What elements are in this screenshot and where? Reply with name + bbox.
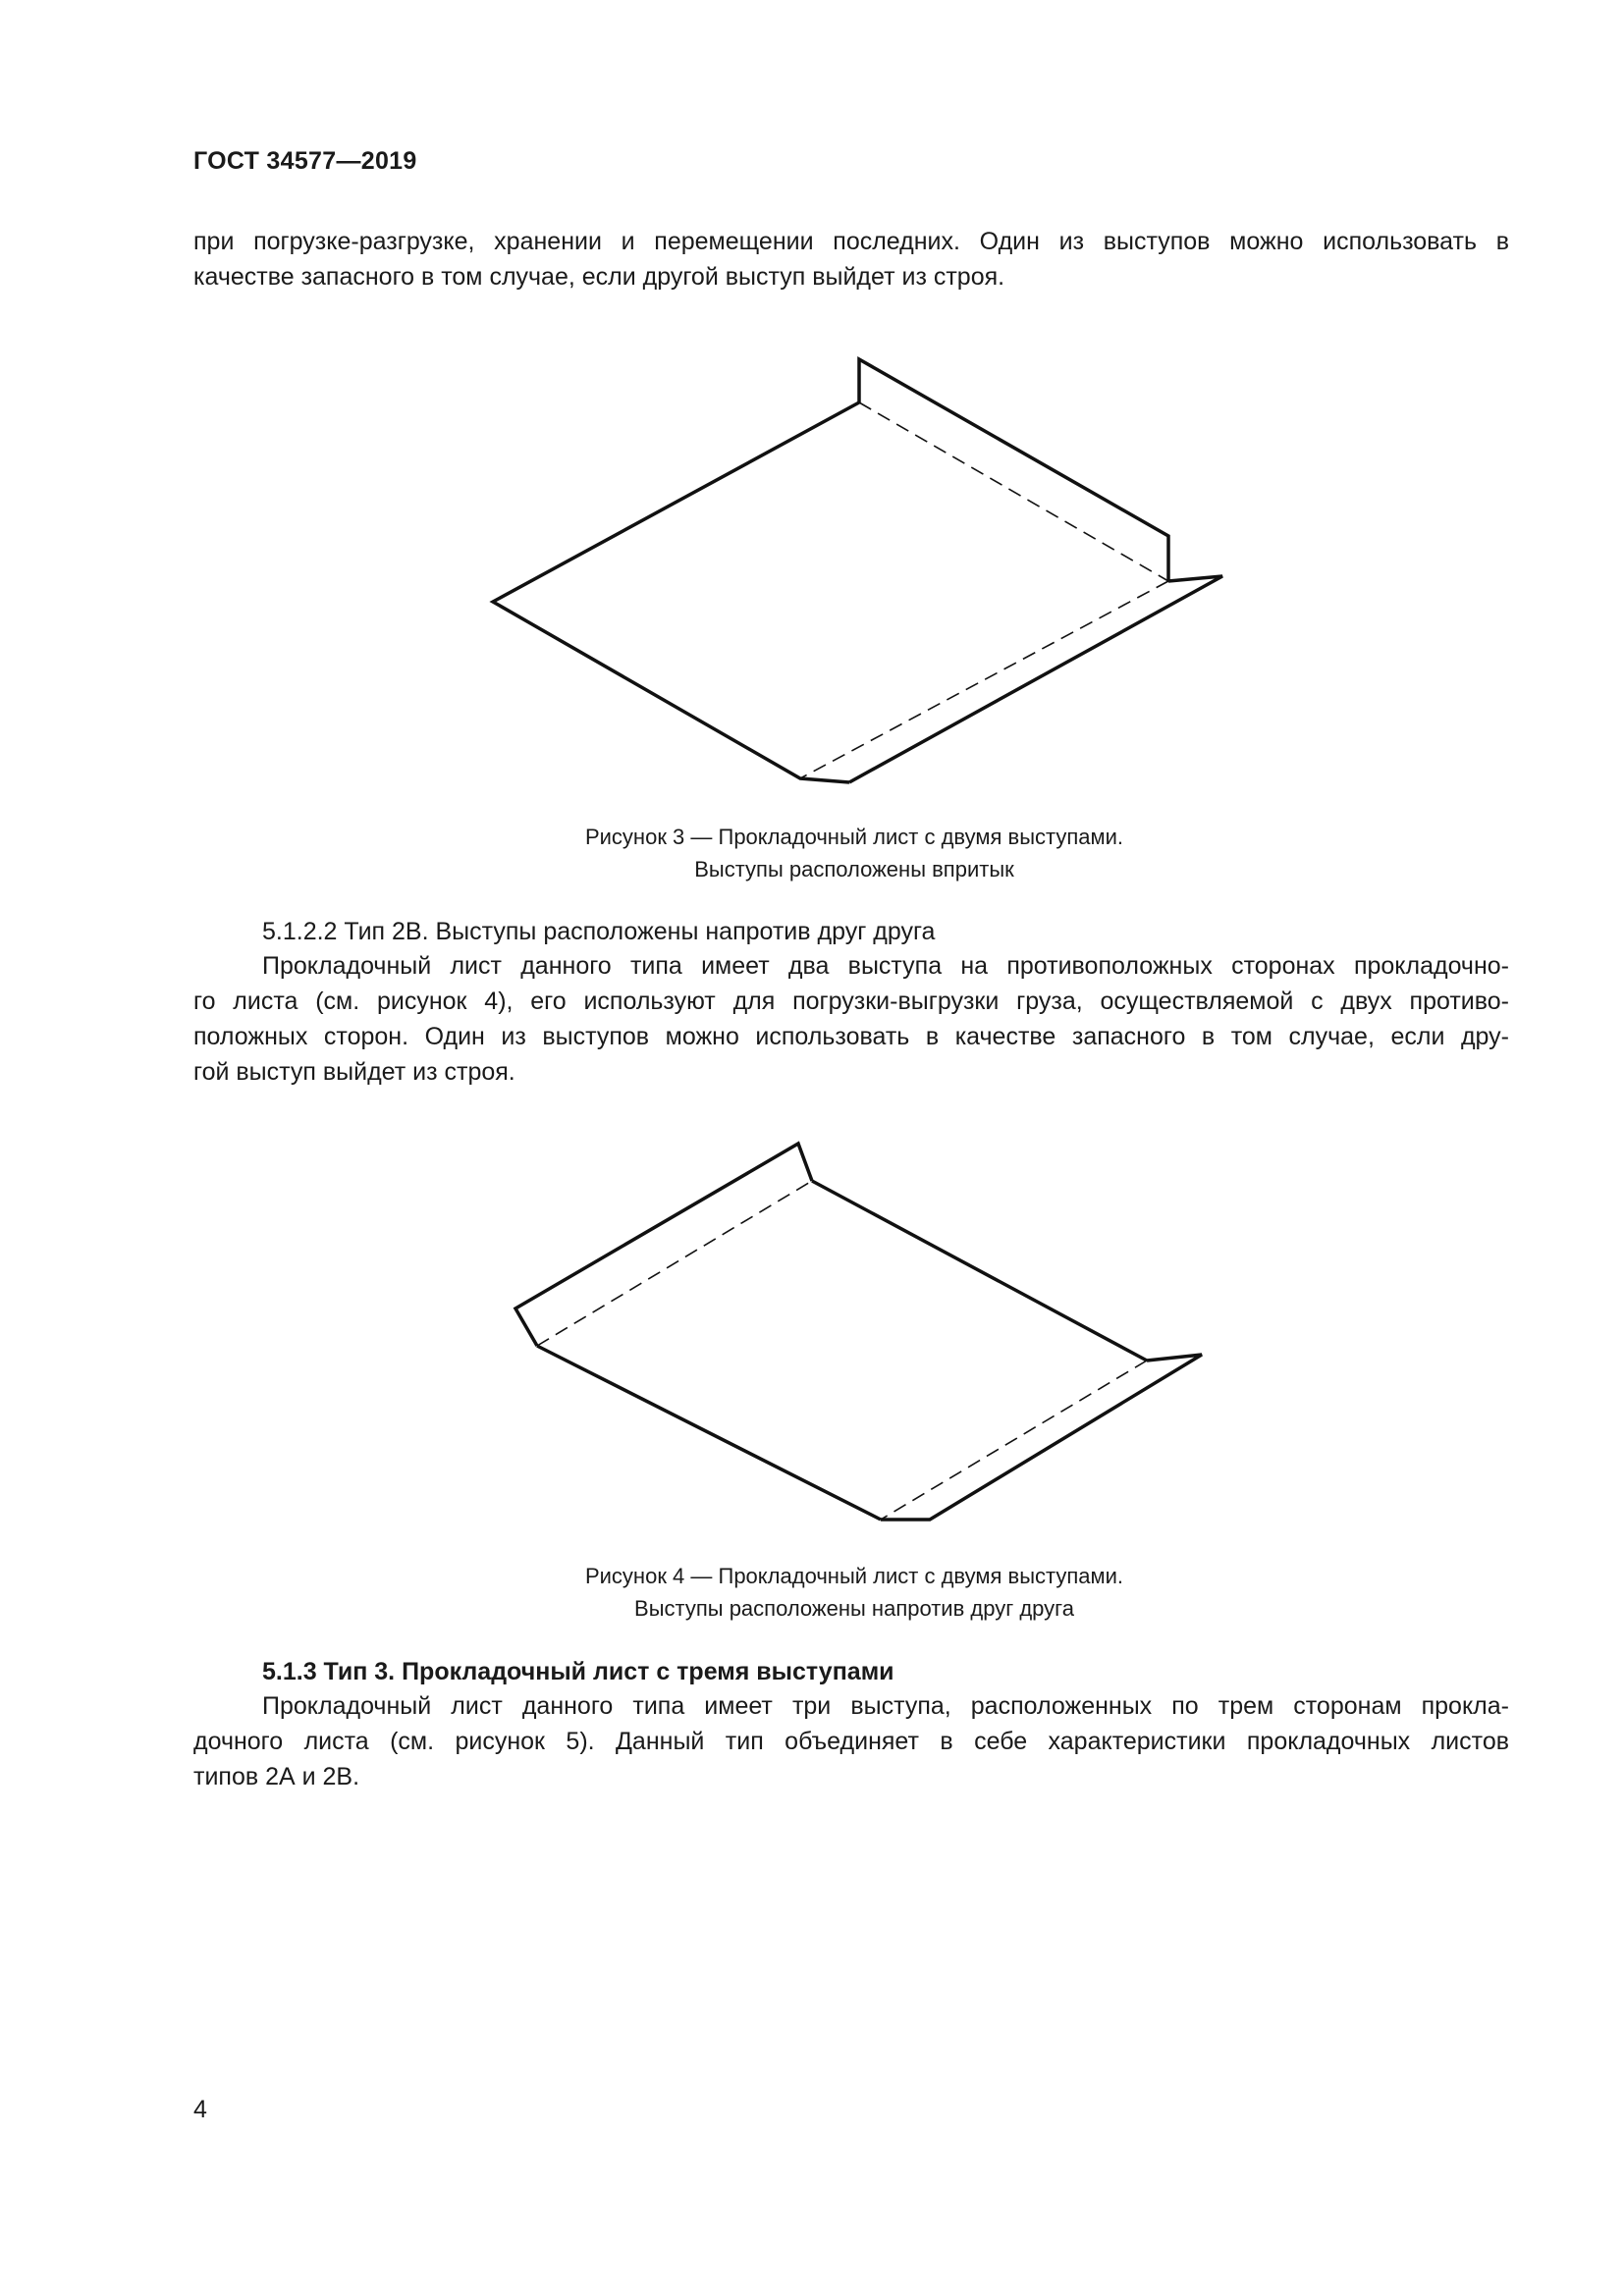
figure3-fold-line (800, 581, 1168, 778)
text-line: качестве запасного в том случае, если другой выступ выйдет из строя. (193, 263, 1005, 291)
section-2b-paragraph (193, 948, 1509, 1090)
section-2b-heading: 5.1.2.2 Тип 2В. Выступы расположены напротив друг друга (262, 918, 936, 945)
figure4-sheet-outline (537, 1346, 881, 1520)
figure4-fold-line (881, 1361, 1147, 1520)
text-line: гой выступ выйдет из строя. (193, 1058, 515, 1086)
caption-line: Выступы расположены впритык (694, 857, 1014, 881)
text-line: типов 2А и 2В. (193, 1763, 360, 1790)
text-line: Прокладочный лист данного типа имеет три выступа, расположенных по трем сторонам прокла- (262, 1692, 1509, 1720)
text-line: при погрузке-разгрузке, хранении и перемещении последних. Один из выступов можно использовать в (193, 228, 1509, 255)
text-line: положных сторон. Один из выступов можно использовать в качестве запасного в том случае, если дру- (193, 1023, 1509, 1050)
text-line: дочного листа (см. рисунок 5). Данный тип объединяет в себе характеристики прокладочных листов (193, 1728, 1509, 1755)
figure3-drawing (493, 359, 1222, 782)
section-3-paragraph (193, 1688, 1509, 1794)
figure4-caption (0, 1560, 1624, 1625)
figure4-sheet-outline (812, 1181, 1147, 1361)
page-number: 4 (193, 2096, 207, 2123)
figure3-sheet-outline (493, 402, 859, 782)
figure4-top-flap (515, 1144, 812, 1346)
section-3-heading: 5.1.3 Тип 3. Прокладочный лист с тремя выступами (262, 1658, 894, 1685)
figure4-bottom-flap (881, 1355, 1202, 1520)
text-line: го листа (см. рисунок 4), его используют для погрузки-выгрузки груза, осуществляемой с двух противо- (193, 988, 1509, 1015)
figure3-right-flap (849, 576, 1222, 782)
caption-line: Выступы расположены напротив друг друга (634, 1596, 1074, 1621)
caption-line: Рисунок 3 — Прокладочный лист с двумя выступами. (584, 825, 1124, 849)
figure3-caption (0, 821, 1624, 885)
figure4-drawing (515, 1144, 1202, 1520)
text-line: Прокладочный лист данного типа имеет два выступа на противоположных сторонах прокладочно- (262, 952, 1509, 980)
document-code-header: ГОСТ 34577—2019 (193, 147, 417, 175)
figure3-back-flap (859, 359, 1168, 581)
caption-line: Рисунок 4 — Прокладочный лист с двумя выступами. (584, 1564, 1124, 1588)
figure3-fold-line (859, 402, 1168, 581)
figure4-fold-line (537, 1181, 812, 1346)
